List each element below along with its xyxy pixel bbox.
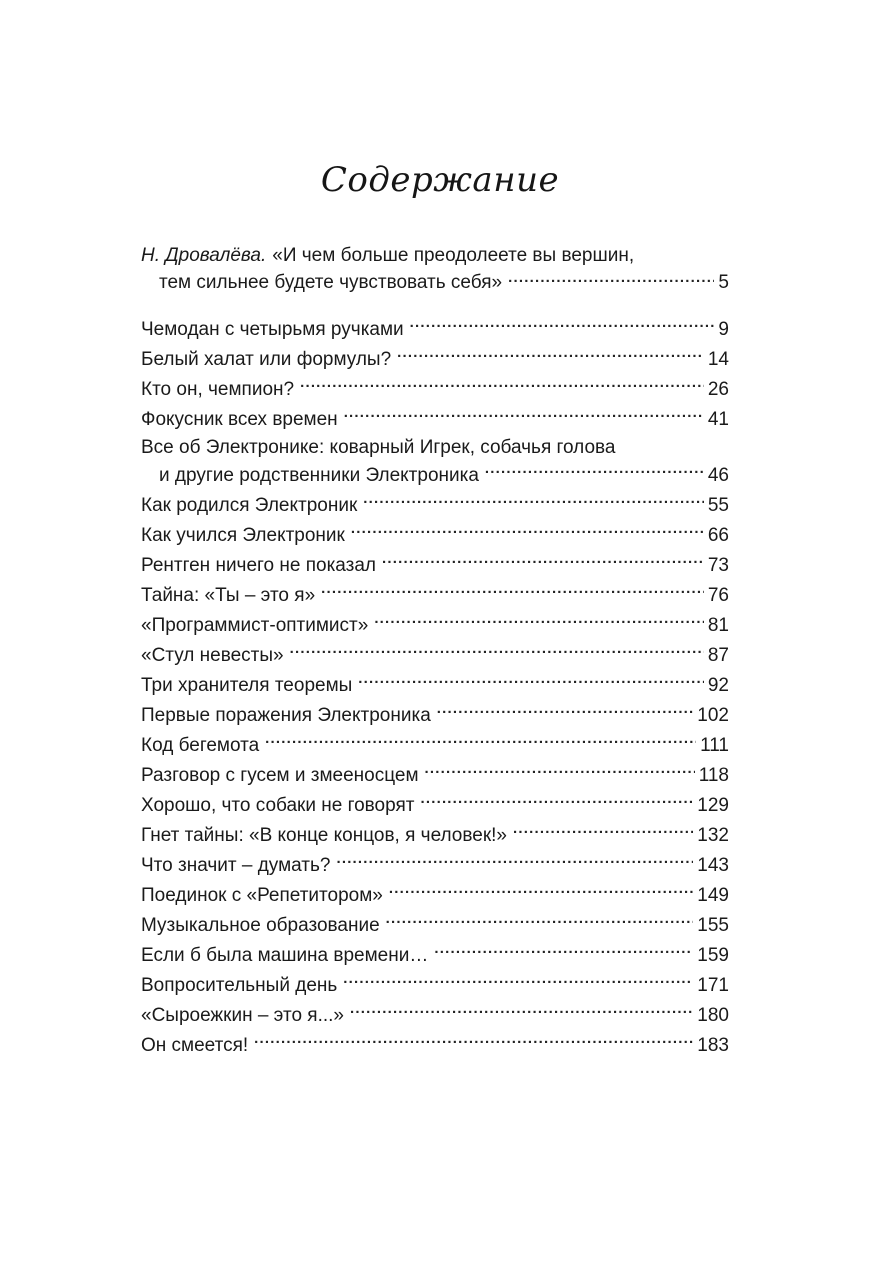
toc-entry-line <box>141 671 729 701</box>
toc-entry-title: Фокусник всех времен <box>141 409 338 430</box>
toc-entry-line <box>141 731 729 761</box>
toc-entry-page: 46 <box>707 465 729 486</box>
dot-leader <box>300 376 704 395</box>
toc-entry-page: 183 <box>697 1035 729 1056</box>
toc-entry-title: Как родился Электроник <box>141 495 358 516</box>
toc-entry-line <box>141 791 729 821</box>
dot-leader <box>508 269 714 288</box>
toc-entry-page: 129 <box>697 795 729 816</box>
toc-entry-line <box>141 375 729 405</box>
toc-entry-title: «И чем больше преодолеете вы вершин, <box>272 245 635 266</box>
toc-entry-page: 155 <box>697 915 729 936</box>
toc-entry-page: 26 <box>707 379 729 400</box>
toc-entry-page: 159 <box>697 945 729 966</box>
toc-entry-page: 14 <box>707 349 729 370</box>
toc-entry-line <box>141 941 729 971</box>
toc-entry-line <box>141 641 729 671</box>
toc-entry-page: 87 <box>707 645 729 666</box>
dot-leader <box>321 582 704 601</box>
toc-entry-line <box>141 345 729 375</box>
toc-entry-title: Рентген ничего не показал <box>141 555 377 576</box>
toc-entry-title: «Стул невесты» <box>141 645 284 666</box>
toc-entry-line <box>141 581 729 611</box>
toc-entry-title: Тайна: «Ты – это я» <box>141 585 316 606</box>
toc-entry[interactable] <box>141 491 729 521</box>
toc-entry-title-continued: тем сильнее будете чувствовать себя» <box>159 272 503 293</box>
toc-entry[interactable] <box>141 315 729 345</box>
toc-entry-title: Три хранителя теоремы <box>141 675 353 696</box>
toc-entry-page: 81 <box>707 615 729 636</box>
toc-entry-line <box>141 611 729 641</box>
toc-entry-page: 5 <box>718 272 729 293</box>
toc-entry[interactable] <box>141 671 729 701</box>
page-title: Содержание <box>320 160 560 200</box>
toc-entry-line <box>141 521 729 551</box>
toc-entry-line <box>141 435 729 461</box>
toc-entry-line <box>141 1001 729 1031</box>
dot-leader <box>358 672 704 691</box>
toc-entry[interactable] <box>141 581 729 611</box>
toc-entry-title-continued: и другие родственники Электроника <box>159 465 479 486</box>
toc-entry-line <box>141 971 729 1001</box>
toc-entry-title: Вопросительный день <box>141 975 338 996</box>
toc-entry-page: 118 <box>698 765 729 786</box>
toc-entry[interactable] <box>141 435 729 491</box>
dot-leader <box>343 972 693 991</box>
toc-entry-line <box>141 911 729 941</box>
toc-entry-title: Как учился Электроник <box>141 525 345 546</box>
toc-entry[interactable] <box>141 761 729 791</box>
toc-entry[interactable] <box>141 881 729 911</box>
table-of-contents <box>141 243 729 1061</box>
toc-entry-line <box>141 243 729 269</box>
dot-leader <box>437 702 694 721</box>
toc-entry-page: 66 <box>707 525 729 546</box>
toc-entry-author: Н. Дровалёва. <box>141 245 267 266</box>
toc-entry-title: Он смеется! <box>141 1035 249 1056</box>
toc-entry[interactable] <box>141 911 729 941</box>
toc-entry[interactable] <box>141 1001 729 1031</box>
toc-entry-title: Что значит – думать? <box>141 855 331 876</box>
toc-entries-list <box>141 315 729 1061</box>
toc-entry-page: 41 <box>707 409 729 430</box>
dot-leader <box>485 462 704 481</box>
dot-leader <box>336 852 693 871</box>
toc-entry[interactable] <box>141 551 729 581</box>
toc-entry[interactable] <box>141 345 729 375</box>
toc-entry-line <box>141 821 729 851</box>
toc-entry-title: Хорошо, что собаки не говорят <box>141 795 415 816</box>
toc-entry-line <box>141 269 729 295</box>
dot-leader <box>254 1032 693 1051</box>
dot-leader <box>350 1002 693 1021</box>
toc-entry[interactable] <box>141 611 729 641</box>
dot-leader <box>389 882 693 901</box>
toc-entry-title: Гнет тайны: «В конце концов, я человек!» <box>141 825 507 846</box>
toc-entry-page: 171 <box>697 975 729 996</box>
toc-entry-title: Все об Электронике: коварный Игрек, собачья голова <box>141 437 616 458</box>
dot-leader <box>344 406 704 425</box>
toc-entry-page: 55 <box>707 495 729 516</box>
dot-leader <box>410 316 715 335</box>
dot-leader <box>363 492 704 511</box>
toc-entry-line <box>141 881 729 911</box>
toc-entry-page: 180 <box>697 1005 729 1026</box>
toc-entry-title: Музыкальное образование <box>141 915 380 936</box>
toc-entry-title: «Сыроежкин – это я...» <box>141 1005 344 1026</box>
toc-entry[interactable] <box>141 971 729 1001</box>
toc-entry[interactable] <box>141 375 729 405</box>
dot-leader <box>434 942 693 961</box>
toc-entry[interactable] <box>141 1031 729 1061</box>
toc-entry[interactable] <box>141 731 729 761</box>
toc-entry-page: 149 <box>697 885 729 906</box>
dot-leader <box>386 912 694 931</box>
toc-entry-page: 102 <box>697 705 729 726</box>
toc-entry-page: 111 <box>700 735 729 756</box>
toc-entry-line <box>141 851 729 881</box>
toc-entry-line <box>141 551 729 581</box>
toc-entry[interactable] <box>141 701 729 731</box>
toc-entry-page: 143 <box>697 855 729 876</box>
toc-entry[interactable] <box>141 851 729 881</box>
dot-leader <box>513 822 693 841</box>
toc-entry-title: Разговор с гусем и змееносцем <box>141 765 419 786</box>
dot-leader <box>290 642 704 661</box>
toc-entry-line <box>141 761 729 791</box>
toc-entry-page: 73 <box>707 555 729 576</box>
toc-entry-page: 76 <box>707 585 729 606</box>
toc-entry[interactable] <box>141 791 729 821</box>
dot-leader <box>382 552 704 571</box>
toc-entry-title: Код бегемота <box>141 735 260 756</box>
toc-entry[interactable] <box>141 941 729 971</box>
toc-entry-title: Белый халат или формулы? <box>141 349 392 370</box>
toc-entry-title: Чемодан с четырьмя ручками <box>141 319 404 340</box>
toc-entry[interactable] <box>141 521 729 551</box>
toc-entry-page: 9 <box>718 319 729 340</box>
toc-entry-line <box>141 405 729 435</box>
toc-entry-title: Первые поражения Электроника <box>141 705 431 726</box>
dot-leader <box>397 346 704 365</box>
toc-entry-title: Поединок с «Репетитором» <box>141 885 383 906</box>
toc-entry-title: «Программист-оптимист» <box>141 615 369 636</box>
dot-leader <box>374 612 704 631</box>
toc-entry-page: 132 <box>697 825 729 846</box>
toc-entry-line <box>141 461 729 491</box>
toc-entry-line <box>141 315 729 345</box>
toc-entry-title: Если б была машина времени… <box>141 945 429 966</box>
toc-entry-title: Кто он, чемпион? <box>141 379 295 400</box>
toc-entry-line <box>141 701 729 731</box>
toc-entry[interactable] <box>141 641 729 671</box>
dot-leader <box>420 792 693 811</box>
toc-entry[interactable] <box>141 821 729 851</box>
dot-leader <box>425 762 695 781</box>
toc-entry-page: 92 <box>707 675 729 696</box>
toc-entry-line <box>141 491 729 521</box>
dot-leader <box>351 522 704 541</box>
dot-leader <box>265 732 696 751</box>
toc-entry-line <box>141 1031 729 1061</box>
toc-entry[interactable] <box>141 405 729 435</box>
toc-entry-intro[interactable] <box>141 243 729 295</box>
